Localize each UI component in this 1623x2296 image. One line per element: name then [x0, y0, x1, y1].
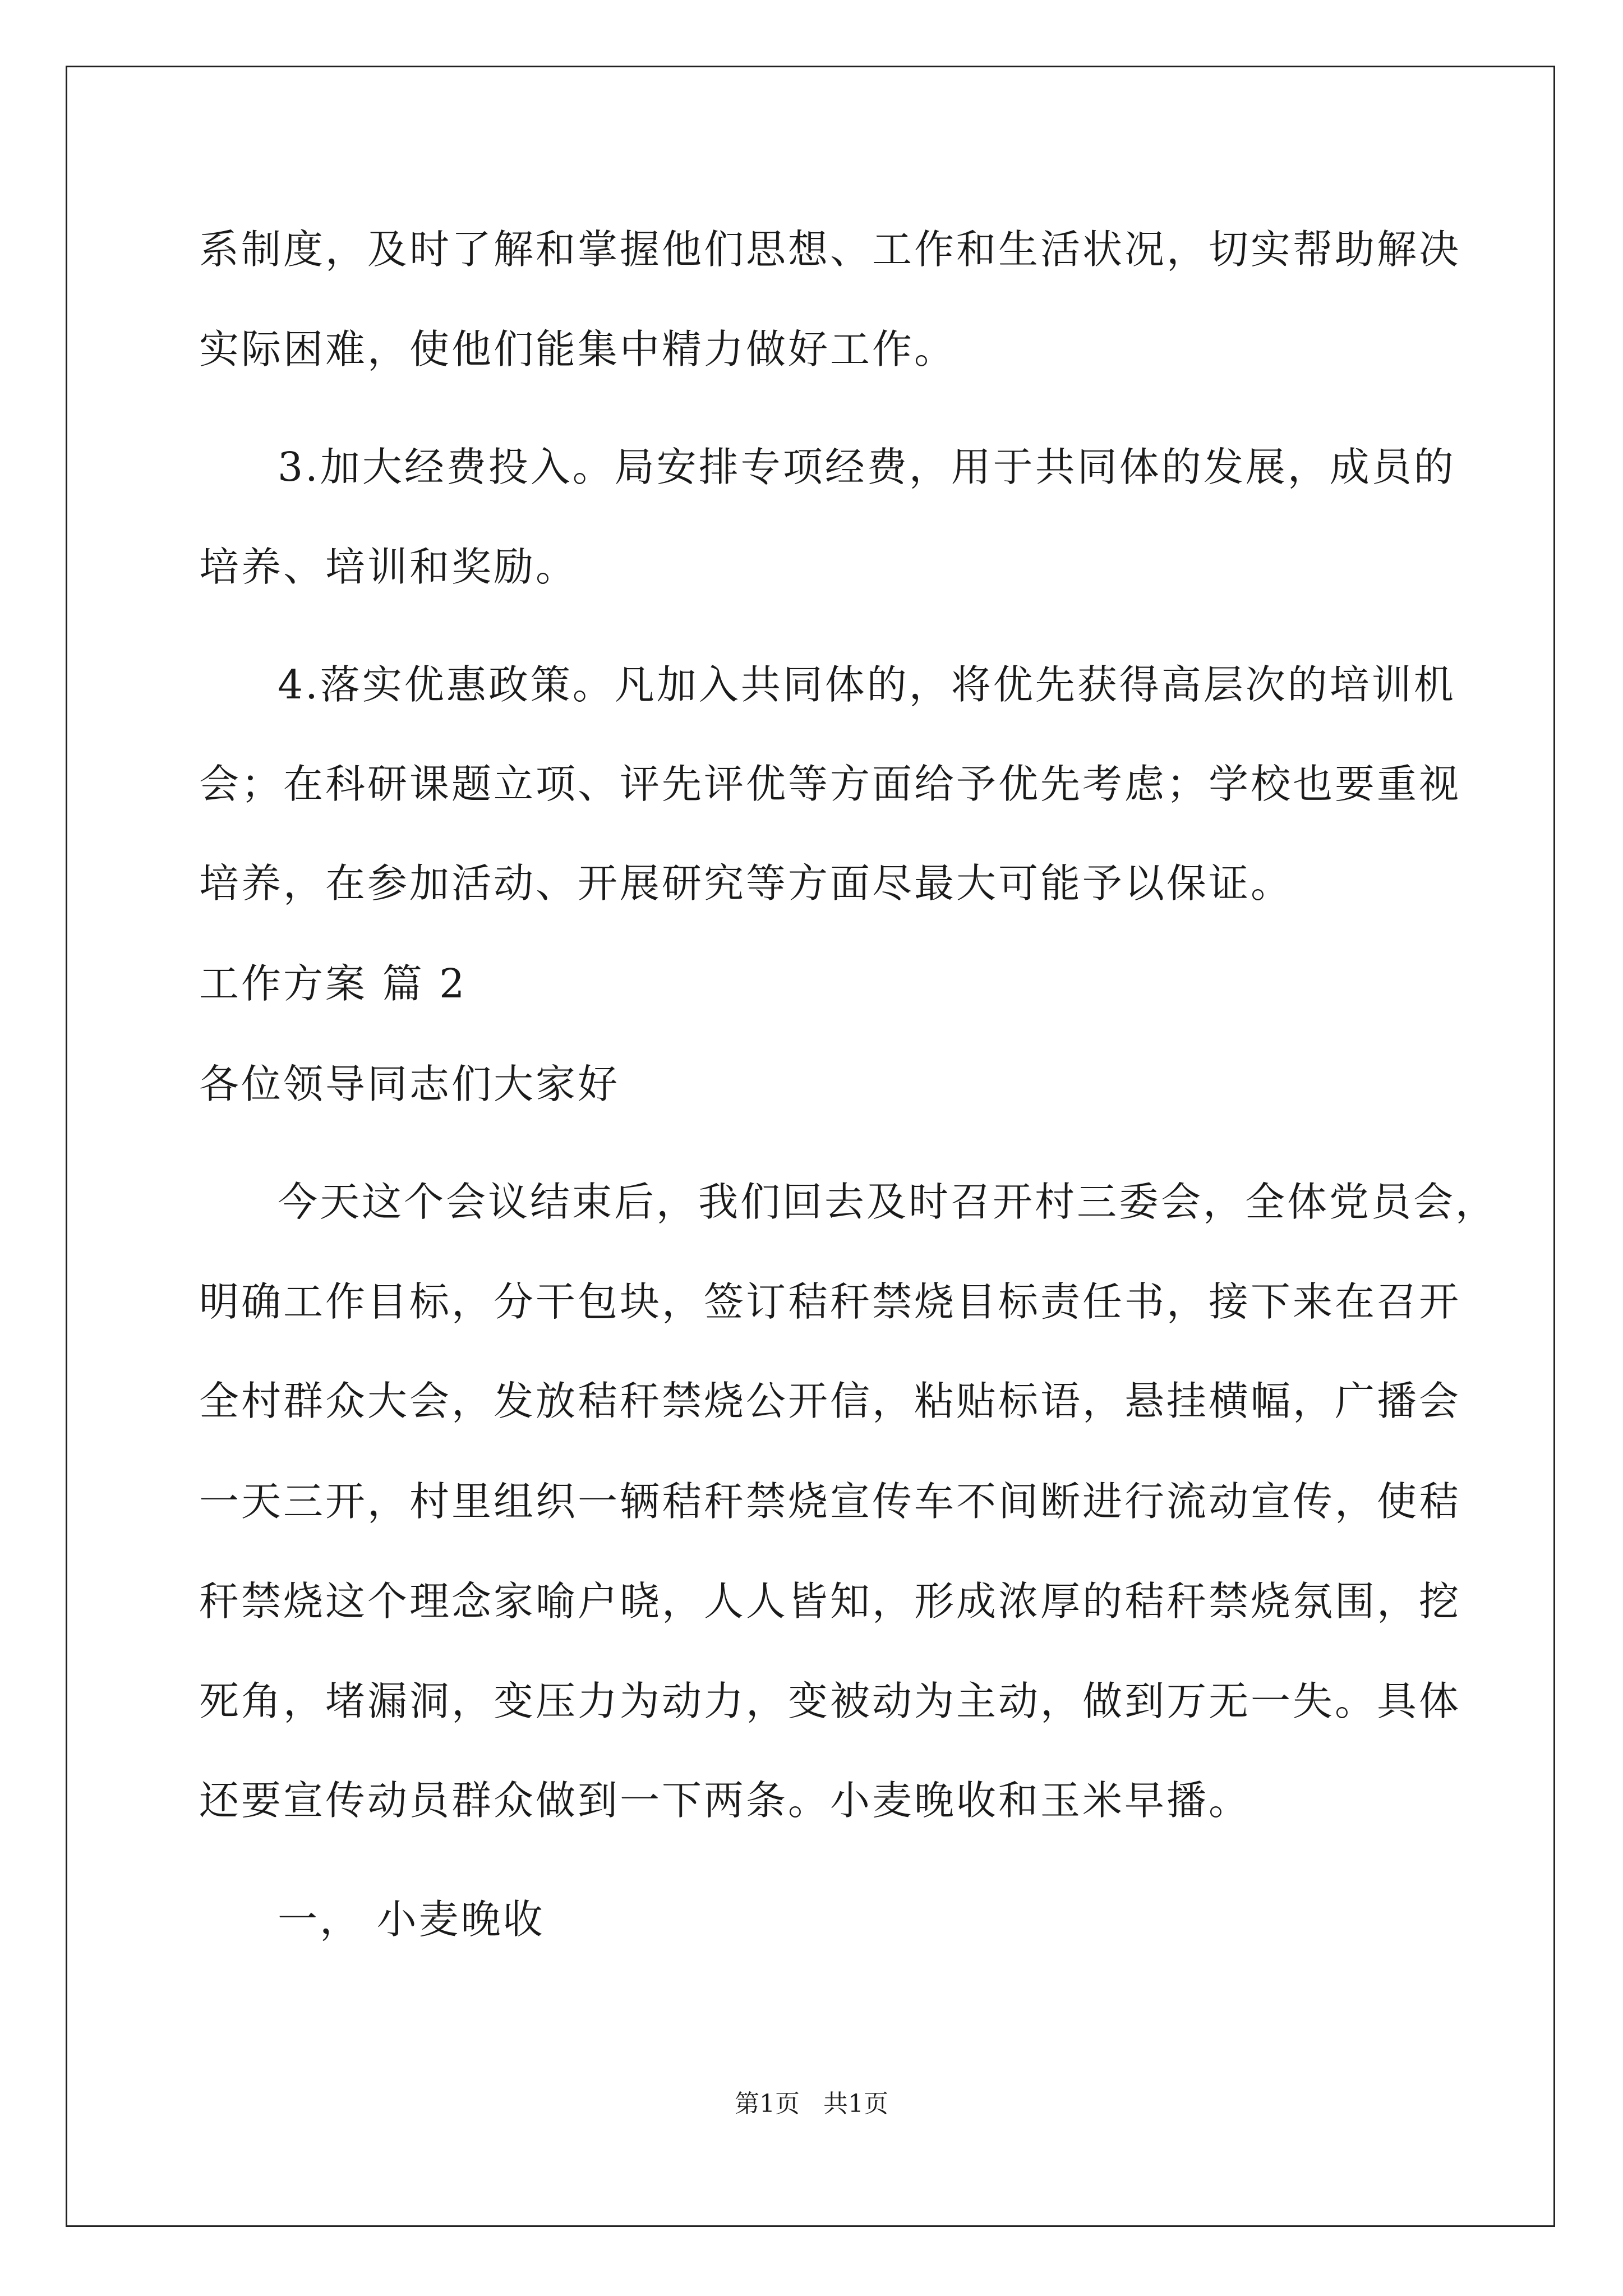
body-line-2: 实际困难，使他们能集中精力做好工作。 [199, 326, 957, 372]
para-line-5: 秆禁烧这个理念家喻户晓，人人皆知，形成浓厚的秸秆禁烧氛围，挖 [199, 1578, 1461, 1625]
para-line-2: 明确工作目标，分干包块，签订秸秆禁烧目标责任书，接下来在召开 [199, 1278, 1461, 1325]
greeting: 各位领导同志们大家好 [199, 1061, 620, 1107]
para-line-3: 全村群众大会，发放秸秆禁烧公开信，粘贴标语，悬挂横幅，广播会 [199, 1378, 1461, 1424]
item-4-line-1: 4.落实优惠政策。凡加入共同体的，将优先获得高层次的培训机 [278, 661, 1456, 708]
page-number-footer: 第1页 共1页 [735, 2090, 888, 2118]
para-line-4: 一天三开，村里组织一辆秸秆禁烧宣传车不间断进行流动宣传，使秸 [199, 1478, 1461, 1525]
item-4-line-3: 培养，在参加活动、开展研究等方面尽最大可能予以保证。 [199, 860, 1293, 907]
item-3-line-1: 3.加大经费投入。局安排专项经费，用于共同体的发展，成员的 [278, 444, 1456, 490]
para-line-6: 死角，堵漏洞，变压力为动力，变被动为主动，做到万无一失。具体 [199, 1678, 1461, 1724]
body-line-1: 系制度，及时了解和掌握他们思想、工作和生活状况，切实帮助解决 [199, 226, 1461, 273]
item-3-line-2: 培养、培训和奖励。 [199, 544, 578, 590]
subheading-wheat: 一， 小麦晚收 [278, 1896, 545, 1943]
item-4-line-2: 会；在科研课题立项、评先评优等方面给予优先考虑；学校也要重视 [199, 761, 1461, 807]
para-line-7: 还要宣传动员群众做到一下两条。小麦晚收和玉米早播。 [199, 1777, 1251, 1824]
section-heading: 工作方案 篇 2 [199, 960, 467, 1007]
para-line-1: 今天这个会议结束后，我们回去及时召开村三委会，全体党员会， [278, 1179, 1498, 1225]
